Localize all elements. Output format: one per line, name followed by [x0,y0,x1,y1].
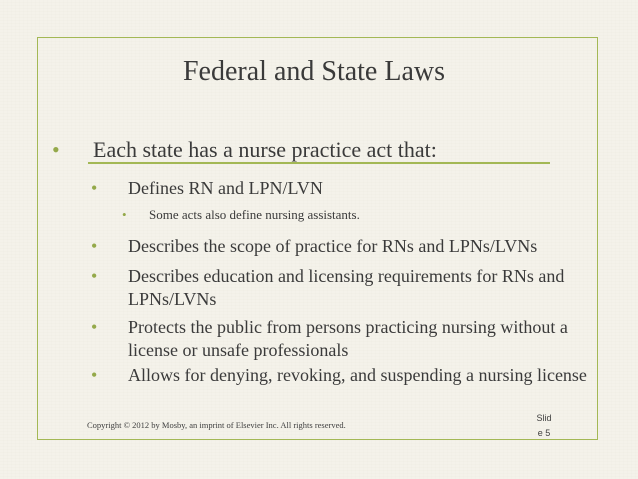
copyright-footer: Copyright © 2012 by Mosby, an imprint of Elsevier Inc. All rights reserved. [87,420,346,430]
bullet-dot-icon: • [91,178,98,198]
bullet-dot-icon: • [91,236,98,256]
slide-title: Federal and State Laws [182,56,446,87]
bullet-text: Protects the public from persons practicing nursing without a license or unsafe professionals [128,317,568,360]
slide-number-line1: Slid [536,413,552,423]
bullet-dot-icon: • [91,317,98,337]
bullet-text: Allows for denying, revoking, and suspending a nursing license [128,365,587,385]
bullet-text: Some acts also define nursing assistants. [149,207,360,222]
bullet-text: Each state has a nurse practice act that: [93,137,437,162]
level1-underline [88,162,550,164]
bullet-text: Defines RN and LPN/LVN [128,178,323,198]
slide-number-line2: e 5 [537,428,551,438]
bullet-dot-icon: • [91,365,98,385]
bullet-dot-icon: • [91,266,98,286]
bullet-text: Describes the scope of practice for RNs and LPNs/LVNs [128,236,538,256]
bullet-text: Describes education and licensing requirements for RNs and LPNs/LVNs [128,266,565,309]
slide-number [530,411,558,441]
bullet-dot-icon: • [122,207,127,222]
bullet-dot-icon: • [52,137,60,162]
